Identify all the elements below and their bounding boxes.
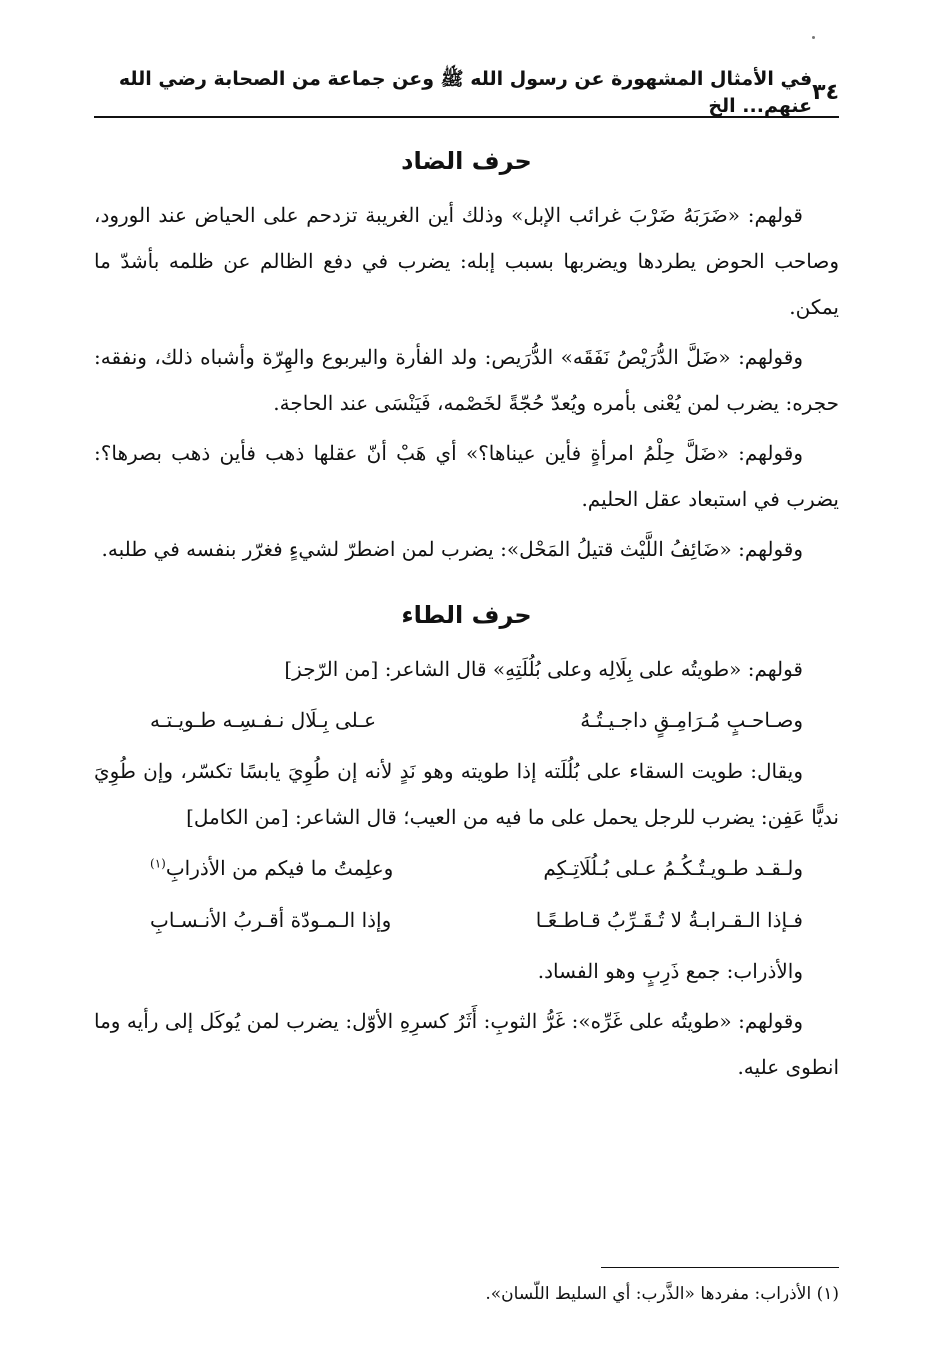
paragraph: وقولهم: «ضَائِفُ اللَّيْث قتيلُ المَحْل»: يضرب لمن اضطرّ لشيءٍ فغرّر بنفسه في طلبه. — [101, 537, 803, 561]
verse-line — [94, 896, 839, 944]
page-body — [94, 140, 839, 1094]
verse-first-hemistich: فـإذا الـقـرابـةُ لا تُـقَـرِّبُ قـاطـعًـا — [535, 908, 803, 932]
paragraph: وقولهم: «ضَلَّ حِلْمُ امرأةٍ فأين عيناها؟» أي هَبْ أنّ عقلها ذهب فأين ذهب بصرها؟: يضرب في استبعاد عقل الحليم. — [94, 441, 839, 511]
header-rule — [94, 116, 839, 118]
section-heading-ta: حرف الطاء — [401, 601, 532, 629]
paragraph: وقولهم: «ضَلَّ الدُّرَيْصُ نَفَقَه» الدُّرَيص: ولد الفأرة واليربوع والهِرّة وأشباه ذلك، ونفقه: حجره: يضرب لمن يُعْنى بأمره ويُعدّ حُجّةً لخَصْمه، فَيَنْسَى عند الحاجة. — [94, 345, 839, 415]
verse-second-hemistich: وإذا الـمـودّة أقـربُ الأنـسـابِ — [150, 908, 392, 932]
running-title: في الأمثال المشهورة عن رسول الله ﷺ وعن جماعة من الصحابة رضي الله عنهم... الخ — [118, 68, 813, 117]
verse-first-hemistich: ولـقـد طـويـتُـكُـمُ عـلى بُـلُلَاتِـكِم — [543, 856, 803, 880]
paragraph: وقولهم: «طويتُه على غَرِّه»: غَرُّ الثوبِ: أَثَرُ كسرِهِ الأوّل: يضرب لمن يُوكَل إلى رأيه وما انطوى عليه. — [94, 1009, 839, 1079]
gloss: والأذراب: جمع ذَرِبٍ وهو الفساد. — [537, 959, 803, 983]
scan-speck — [812, 36, 815, 39]
paragraph: قولهم: «طويتُه على بِلَالِه وعلى بُلُلَتِهِ» قال الشاعر: [من الرّجز] — [284, 657, 803, 681]
verse-line — [94, 844, 839, 892]
verse-line — [94, 696, 839, 744]
footnote: (١) الأذراب: مفردها «الذَّرب: أي السليط اللّسان». — [485, 1284, 839, 1304]
running-header — [94, 68, 839, 117]
verse-second-hemistich — [150, 844, 393, 892]
verse-second-hemistich: عـلى بِـلَال نـفـسِـه طـويـتـه — [150, 708, 377, 732]
section-heading-dad: حرف الضاد — [401, 147, 532, 175]
page-number: ٣٤ — [812, 79, 839, 105]
verse-second-hemistich-text: وعلِمتُ ما فيكم من الأذرابِ — [165, 856, 394, 880]
footnote-reference[interactable]: (١) — [150, 856, 166, 871]
verse-first-hemistich: وصـاحـبٍ مُـرَامِـقٍ داجـيـتُـهُ — [580, 708, 803, 732]
footnote-rule — [601, 1267, 839, 1268]
paragraph: ويقال: طويت السقاء على بُلُلَته إذا طويته وهو نَدٍ لأنه إن طُوِيَ يابسًا تكسّر، وإن طُوِيَ نديًّا عَفِن: يضرب للرجل يحمل على ما فيه من العيب؛ قال الشاعر: [من الكامل] — [94, 759, 839, 829]
paragraph: قولهم: «ضَرَبَهُ ضَرْبَ غرائب الإبل» وذلك أين الغريبة تزدحم على الحياض عند الورود، وصاحب الحوض يطردها ويضربها بسبب إبله: يضرب في دفع الظالم عن ظلمه بأشدّ ما يمكن. — [94, 203, 839, 319]
